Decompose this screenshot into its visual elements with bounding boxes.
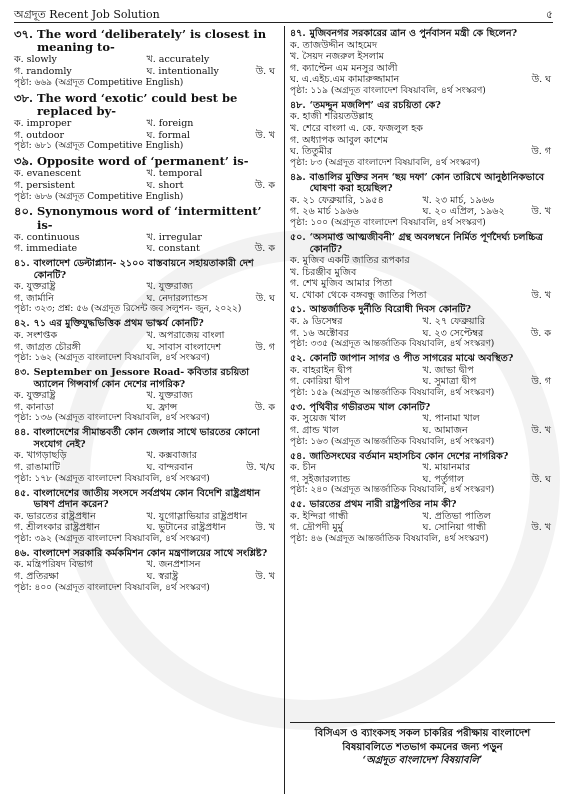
page-reference: পৃষ্ঠা: ৩৯২ (অগ্রদূত বাংলাদেশ বিষয়াবলি, ৪র্থ সংস্করণ) xyxy=(14,533,210,544)
question-text xyxy=(14,205,279,231)
question-item xyxy=(14,488,279,545)
option: খ. অপরাজেয় বাংলা xyxy=(146,329,225,341)
option: গ. persistent xyxy=(14,179,75,191)
answer-key: উ. খ xyxy=(531,522,551,534)
option: ক. মুজিব একটি জাতির রূপকার xyxy=(290,255,410,267)
answer-key: উ. ঘ xyxy=(255,66,275,78)
answer-key: উ. ঘ xyxy=(531,74,551,86)
question-stem: The word ‘exotic’ could best be replaced by- xyxy=(36,90,238,118)
question-item xyxy=(290,353,555,399)
option-row xyxy=(14,54,279,66)
question-number: ৪৩. xyxy=(14,367,30,379)
option: ঘ. আমাজন xyxy=(422,425,468,437)
option-row xyxy=(14,180,279,192)
answer-key: উ. ক xyxy=(254,179,275,191)
question-number: ৪৮. xyxy=(290,99,306,111)
option: গ. রাঙামাটি xyxy=(14,462,60,474)
option: খ. চিরঞ্জীব মুজিব xyxy=(290,266,357,278)
page-reference: পৃষ্ঠা: ৩২৩; প্রশ্ন: ৫৬ (অগ্রদূত রিসেন্ট জব সলুশন- জুন, ২০২২) xyxy=(14,304,242,315)
page-reference: পৃষ্ঠা: ৪৬ (অগ্রদূত আন্তর্জাতিক বিষয়াবলি, ৪র্থ সংস্করণ) xyxy=(290,534,489,545)
option: ঘ. ফ্রান্স xyxy=(146,401,178,413)
option: খ. ২৩ মার্চ, ১৯৬৬ xyxy=(422,194,495,206)
question-item xyxy=(14,318,279,364)
page-reference: পৃষ্ঠা: ১৬৩ (অগ্রদূত আন্তর্জাতিক বিষয়াবলি, ৪র্থ সংস্করণ) xyxy=(290,436,495,447)
option: ক. evanescent xyxy=(14,168,81,180)
question-text xyxy=(290,451,555,463)
option-row xyxy=(290,135,555,147)
question-number: ৪৬. xyxy=(14,547,30,559)
option: ক. slowly xyxy=(14,54,57,66)
option: গ. immediate xyxy=(14,243,78,255)
question-stem: আন্তর্জাতিক দুর্নীতি বিরোধী দিবস কোনটি? xyxy=(309,304,471,316)
page-reference: পৃষ্ঠা: ৮৩ (অগ্রদূত বাংলাদেশ বিষয়াবলি, ৪র্থ সংস্করণ) xyxy=(290,157,480,168)
question-text xyxy=(14,28,279,54)
question-item xyxy=(290,28,555,97)
option: গ. শ্রীলংকার রাষ্ট্রপ্রধান xyxy=(14,522,100,534)
option: ঘ. ২০ এপ্রিল, ১৯৬২ xyxy=(422,206,505,218)
option: খ. পানামা খাল xyxy=(422,413,480,425)
option: খ. irregular xyxy=(146,231,202,243)
option-row xyxy=(290,206,555,218)
option-row xyxy=(14,130,279,142)
question-number: ৪৪. xyxy=(14,427,30,439)
option: গ. ১৬ অক্টোবর xyxy=(290,327,349,339)
answer-key: উ. ক xyxy=(254,401,275,413)
option: গ. ক্যাপ্টেন এম মনসুর আলী xyxy=(290,62,398,74)
option: ক. সংশপ্তক xyxy=(14,329,58,341)
option-row xyxy=(290,40,555,52)
question-number: ৩৯. xyxy=(14,154,33,169)
question-item xyxy=(290,499,555,545)
option: ক. যুক্তরাষ্ট্র xyxy=(14,281,56,293)
question-item xyxy=(14,427,279,484)
option-row xyxy=(290,365,555,377)
question-text xyxy=(14,155,279,168)
answer-key: উ. খ xyxy=(255,522,275,534)
question-text xyxy=(14,318,279,330)
answer-key: উ. গ xyxy=(531,376,551,388)
option: ঘ. নেদারল্যান্ডস xyxy=(146,292,208,304)
option: গ. কোরিয়া দ্বীপ xyxy=(290,376,350,388)
question-text xyxy=(14,258,279,281)
question-number: ৫২. xyxy=(290,353,306,365)
question-number: ৪৫. xyxy=(14,487,30,499)
option: খ. ২৭ ফেব্রুয়ারি xyxy=(422,316,486,328)
ad-line-2: বিষয়াবলিতে শতভাগ কমনের জন্য পড়ুন xyxy=(342,741,503,753)
page-reference: পৃষ্ঠা: ৬৮৬ (অগ্রদূত Competitive English) xyxy=(14,191,184,202)
question-text xyxy=(290,172,555,195)
question-number: ৪২. xyxy=(14,318,30,330)
header-title: অগ্রদূত Recent Job Solution xyxy=(14,8,160,21)
question-number: ৫৩. xyxy=(290,401,306,413)
option-row xyxy=(290,474,555,486)
option-row xyxy=(290,522,555,534)
option: ঘ. তিতুমীর xyxy=(290,146,333,158)
question-stem: ৭১ এর মুক্তিযুদ্ধভিত্তিক প্রথম ভাস্কর্য কোনটি? xyxy=(33,318,204,330)
question-stem: The word ‘deliberately’ is closest in meaning to- xyxy=(36,27,267,55)
answer-key: উ. গ xyxy=(255,341,275,353)
question-stem: Opposite word of ‘permanent’ is- xyxy=(36,154,249,169)
question-number: ৫৫. xyxy=(290,499,306,511)
question-number: ৪০. xyxy=(14,204,33,219)
option: খ. কক্সবাজার xyxy=(146,450,197,462)
option-row xyxy=(290,255,555,267)
advertisement-box xyxy=(290,722,555,768)
option: ক. খাগড়াছড়ি xyxy=(14,450,67,462)
option-row xyxy=(290,328,555,340)
option-row xyxy=(14,232,279,244)
question-stem: ‘অসমাপ্ত আত্মজীবনী’ গ্রন্থ অবলম্বনে নির্মিত পূর্ণদৈর্ঘ্য চলচ্চিত্র কোনটি? xyxy=(309,232,543,255)
answer-key: উ. খ xyxy=(255,571,275,583)
option: গ. অধ্যাপক আবুল কাশেম xyxy=(290,134,389,146)
option: ঘ. সোনিয়া গান্ধী xyxy=(422,522,487,534)
question-item xyxy=(290,100,555,169)
question-item xyxy=(14,28,279,89)
option-row xyxy=(14,402,279,414)
option: খ. শেরে বাংলা এ. কে. ফজলুল হক xyxy=(290,123,423,135)
question-stem: বাংলাদেশ ডেল্টাপ্ল্যান- ২১০০ বাস্তবায়নে সহায়তাকারী দেশ কোনটি? xyxy=(33,258,254,281)
option: ঘ. খোকা থেকে বঙ্গবন্ধু জাতির পিতা xyxy=(290,289,427,301)
question-text xyxy=(290,232,555,255)
question-text xyxy=(14,92,279,118)
question-item xyxy=(14,548,279,594)
option-row xyxy=(290,123,555,135)
option: গ. গ্রান্ড খাল xyxy=(290,425,339,437)
page-reference: পৃষ্ঠা: ৬৬৯ (অগ্রদূত Competitive English) xyxy=(14,77,184,88)
option-row xyxy=(290,278,555,290)
ad-line-1: বিসিএস ও ব্যাংকসহ সকল চাকরির পরীক্ষায় বাংলাদেশ xyxy=(314,728,531,739)
option-row xyxy=(14,522,279,534)
option-row xyxy=(290,267,555,279)
page-reference: পৃষ্ঠা: ১৬২ (অগ্রদূত বাংলাদেশ বিষয়াবলি, ৪র্থ সংস্করণ) xyxy=(14,353,210,364)
option-row xyxy=(290,316,555,328)
option-row xyxy=(290,111,555,123)
option: খ. foreign xyxy=(146,118,194,129)
page-reference: পৃষ্ঠা: ১৭৮ (অগ্রদূত বাংলাদেশ বিষয়াবলি, ৪র্থ সংস্করণ) xyxy=(14,473,210,484)
question-stem: বাঙালির মুক্তির সনদ ‘ছয় দফা’ কোন তারিখে আনুষ্ঠানিকভাবে ঘোষণা করা হয়েছিল? xyxy=(309,171,545,195)
question-text xyxy=(290,402,555,414)
option-row xyxy=(14,281,279,293)
page-reference: পৃষ্ঠা: ৬৮১ (অগ্রদূত Competitive English) xyxy=(14,141,184,152)
question-stem: মুজিবনগর সরকারের ত্রান ও পুর্নবাসন মন্ত্রী কে ছিলেন? xyxy=(309,28,518,39)
option-row xyxy=(290,51,555,63)
page-reference: পৃষ্ঠা: ৩৩৫ (অগ্রদূত আন্তর্জাতিক বিষয়াবলি, ৪র্থ সংস্করণ) xyxy=(290,339,495,350)
option: ঘ. এ.এইচ.এম কামারুজ্জামান xyxy=(290,74,400,86)
option: খ. যুক্তরাজ্য xyxy=(146,390,193,402)
option: গ. outdoor xyxy=(14,129,64,141)
question-item xyxy=(290,232,555,301)
option: ক. ২১ ফেব্রুয়ারি, ১৯৫৪ xyxy=(290,194,384,206)
option: খ. accurately xyxy=(146,54,210,66)
question-item xyxy=(14,258,279,315)
question-text xyxy=(14,427,279,450)
option: খ. সৈয়দ নজরুল ইসলাম xyxy=(290,51,384,63)
option: খ. যুগোস্লাভিয়ার রাষ্ট্রপ্রধান xyxy=(146,510,248,522)
option: ক. হাজী শরিয়তউল্লাহ xyxy=(290,111,373,123)
question-stem: পৃথিবীর গভীরতম খাল কোনটি? xyxy=(309,401,431,413)
option: ক. improper xyxy=(14,118,72,129)
ad-line-3: ‘অগ্রদূত বাংলাদেশ বিষয়াবলি’ xyxy=(362,755,483,766)
question-stem: September on Jessore Road- কবিতার রচয়িতা অ্যালেন গিন্সবার্গ কোন দেশের নাগরিক? xyxy=(33,367,250,390)
option: খ. জনপ্রশাসন xyxy=(146,559,201,571)
option-row xyxy=(290,425,555,437)
answer-key: উ. ঘ xyxy=(531,473,551,485)
question-number: ৪৭. xyxy=(290,28,306,39)
option: ঘ. বান্দরবান xyxy=(146,462,194,474)
option: খ. temporal xyxy=(146,168,203,180)
option: ঘ. formal xyxy=(146,129,190,141)
question-text xyxy=(290,499,555,511)
question-text xyxy=(290,100,555,112)
option: ক. সুয়েজ খাল xyxy=(290,413,346,425)
option-row xyxy=(14,243,279,255)
column-divider xyxy=(284,26,285,794)
question-item xyxy=(290,451,555,497)
question-number: ৪৯. xyxy=(290,171,306,183)
option: খ. মায়ানমার xyxy=(422,462,471,474)
question-stem: জাতিসংঘের বর্তমান মহাসচিব কোন দেশের নাগরিক? xyxy=(309,450,509,462)
option: গ. কানাডা xyxy=(14,401,54,413)
option-row xyxy=(14,118,279,130)
question-item xyxy=(14,367,279,424)
question-text xyxy=(290,353,555,365)
option: খ. প্রতিভা পাতিল xyxy=(422,510,491,522)
option-row xyxy=(290,413,555,425)
question-stem: ভারতের প্রথম নারী রাষ্ট্রপতির নাম কী? xyxy=(309,499,457,511)
option-row xyxy=(14,66,279,78)
page-reference: পৃষ্ঠা: ১৩৬ (অগ্রদূত বাংলাদেশ বিষয়াবলি, ৪র্থ সংস্করণ) xyxy=(14,413,210,424)
option: ক. ইন্দিরা গান্ধী xyxy=(290,510,349,522)
question-stem: ‘তমদ্দুন মজলিশ’ এর রচয়িতা কে? xyxy=(309,99,441,111)
option: ঘ. ২৩ সেপ্টেম্বর xyxy=(422,327,484,339)
question-item xyxy=(290,402,555,448)
question-text xyxy=(14,488,279,511)
answer-key: উ. খ xyxy=(531,425,551,437)
page-reference: পৃষ্ঠা: ৪০০ (অগ্রদূত বাংলাদেশ বিষয়াবলি, ৪র্থ সংস্করণ) xyxy=(14,582,210,593)
option: ক. বাহরাইন দ্বীপ xyxy=(290,364,353,376)
answer-key: উ. ক xyxy=(254,243,275,255)
option: ঘ. সুমাত্রা দ্বীপ xyxy=(422,376,477,388)
option-row xyxy=(14,293,279,305)
question-stem: Synonymous word of ‘intermittent’ is- xyxy=(36,204,262,232)
option: ক. ভারতের রাষ্ট্রপ্রধান xyxy=(14,510,96,522)
page-reference: পৃষ্ঠা: ২৪০ (অগ্রদূত আন্তর্জাতিক বিষয়াবলি, ৪র্থ সংস্করণ) xyxy=(290,485,495,496)
option: ঘ. intentionally xyxy=(146,66,219,78)
option-row xyxy=(290,290,555,302)
answer-key: উ. খ xyxy=(255,129,275,141)
option-row xyxy=(14,559,279,571)
option-row xyxy=(14,462,279,474)
option-row xyxy=(290,511,555,523)
question-text xyxy=(14,548,279,560)
question-item xyxy=(290,304,555,350)
option: ক. চীন xyxy=(290,462,317,474)
answer-key: উ. খ/ঘ xyxy=(246,462,275,474)
option: গ. ২৬ মার্চ ১৯৬৬ xyxy=(290,206,359,218)
page-reference: পৃষ্ঠা: ১০০ (অগ্রদূত বাংলাদেশ বিষয়াবলি, ৪র্থ সংস্করণ) xyxy=(290,218,486,229)
option: ক. ৯ ডিসেম্বর xyxy=(290,316,343,328)
question-stem: বাংলাদেশ সরকারি কর্মকমিশন কোন মন্ত্রণালয়ের সাথে সংশ্লিষ্ট? xyxy=(33,547,268,559)
option-row xyxy=(290,146,555,158)
option: ঘ. সাবাস বাংলাদেশ xyxy=(146,341,222,353)
question-item xyxy=(290,172,555,229)
answer-key: উ. ঘ xyxy=(255,292,275,304)
question-number: ৪১. xyxy=(14,258,30,270)
question-number: ৫১. xyxy=(290,304,306,316)
option: গ. জার্মানি xyxy=(14,292,54,304)
question-stem: কোনটি জাপান সাগর ও পীত সাগরের মাঝে অবস্থিত? xyxy=(309,353,514,365)
option-row xyxy=(290,63,555,75)
option-row xyxy=(14,450,279,462)
option: ক. তাজউদ্দীন আহমেদ xyxy=(290,39,378,51)
question-number: ৫৪. xyxy=(290,450,306,462)
option: ঘ. স্বরাষ্ট্র xyxy=(146,571,179,583)
answer-key: উ. ক xyxy=(530,327,551,339)
option: ক. মন্ত্রিপরিষদ বিভাগ xyxy=(14,559,93,571)
option: ক. continuous xyxy=(14,231,80,243)
page-number: ৫ xyxy=(545,8,553,21)
page-reference: পৃষ্ঠা: ১১৯ (অগ্রদূত বাংলাদেশ বিষয়াবলি, ৪র্থ সংস্করণ) xyxy=(290,85,486,96)
option-row xyxy=(290,462,555,474)
option-row xyxy=(14,342,279,354)
option: গ. শেখ মুজিব আমার পিতা xyxy=(290,278,393,290)
question-stem: বাংলাদেশের জাতীয় সংসদে সর্বপ্রথম কোন বিদেশি রাষ্ট্রপ্রধান ভাষণ প্রদান করেন? xyxy=(33,487,261,511)
option: ক. যুক্তরাষ্ট্র xyxy=(14,390,56,402)
question-item xyxy=(14,92,279,153)
option-row xyxy=(14,571,279,583)
option-row xyxy=(290,376,555,388)
answer-key: উ. খ xyxy=(531,289,551,301)
option-row xyxy=(290,195,555,207)
option: ঘ. constant xyxy=(146,243,200,255)
left-column xyxy=(14,28,279,597)
option-row xyxy=(14,168,279,180)
question-text xyxy=(14,367,279,390)
question-item xyxy=(14,155,279,202)
option: গ. দ্রৌপদী মুর্মু xyxy=(290,522,343,534)
option: ঘ. short xyxy=(146,179,184,191)
option-row xyxy=(14,511,279,523)
question-number: ৩৭. xyxy=(14,27,33,41)
page-reference: পৃষ্ঠা: ১৫৯ (অগ্রদূত আন্তর্জাতিক বিষয়াবলি, ৪র্থ সংস্করণ) xyxy=(290,387,495,398)
option: খ. জাভা দ্বীপ xyxy=(422,364,474,376)
page-header xyxy=(14,4,553,23)
answer-key: উ. গ xyxy=(531,146,551,158)
right-column xyxy=(290,28,555,548)
question-text xyxy=(290,304,555,316)
option: ঘ. পর্তুগাল xyxy=(422,473,465,485)
option: গ. সুইজারল্যান্ড xyxy=(290,473,351,485)
option: গ. জাগ্রত চৌরঙ্গী xyxy=(14,341,81,353)
option-row xyxy=(290,74,555,86)
question-number: ৩৮. xyxy=(14,90,33,105)
question-item xyxy=(14,205,279,255)
option-row xyxy=(14,390,279,402)
option: খ. যুক্তরাজ্য xyxy=(146,281,193,293)
question-stem: বাংলাদেশের সীমান্তবর্তী কোন জেলার সাথে ভারতের কোনো সংযোগ নেই? xyxy=(33,427,260,450)
answer-key: উ. খ xyxy=(531,206,551,218)
option: গ. randomly xyxy=(14,66,72,78)
question-number: ৫০. xyxy=(290,232,306,243)
question-text xyxy=(290,28,555,40)
option-row xyxy=(14,330,279,342)
option: ঘ. ভুটানের রাষ্ট্রপ্রধান xyxy=(146,522,227,534)
option: গ. প্রতিরক্ষা xyxy=(14,571,59,583)
